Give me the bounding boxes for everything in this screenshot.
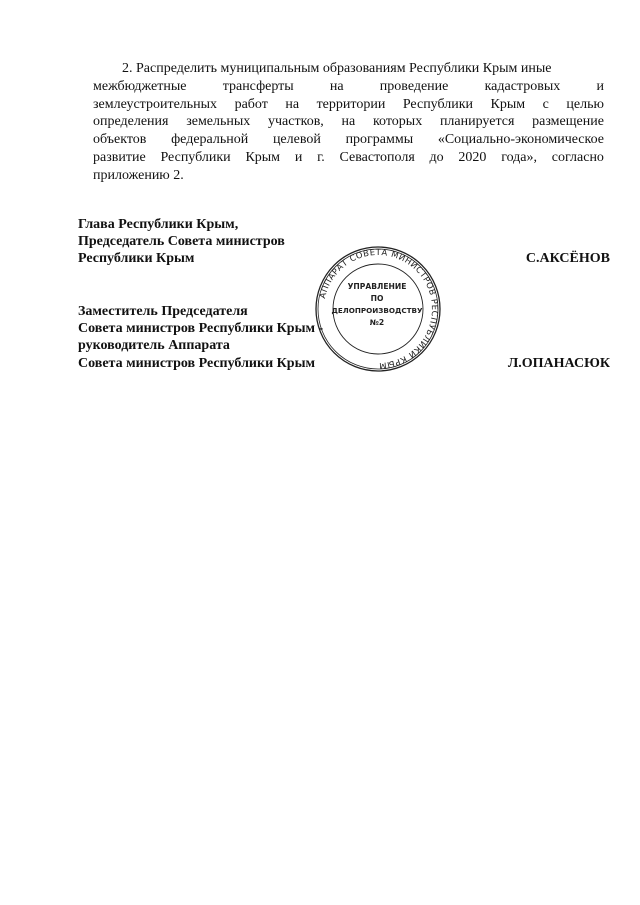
word: целью: [566, 96, 604, 112]
word: Республики: [402, 96, 474, 112]
word: до: [429, 149, 444, 165]
word: участков,: [268, 114, 324, 130]
paragraph-line: [93, 131, 604, 149]
word: Республики: [160, 149, 231, 165]
paragraph-line: 2. Распределить муниципальным образованиям Республики Крым иные: [122, 61, 552, 76]
paragraph-line: приложению 2.: [93, 167, 184, 183]
word: развитие: [93, 149, 146, 165]
word: и: [596, 78, 604, 94]
paragraph-line: [93, 113, 604, 131]
word: программы: [345, 132, 414, 148]
word: целевой: [272, 132, 321, 148]
word: Севастополя: [339, 149, 415, 165]
signature1-position-line: Председатель Совета министров: [78, 234, 285, 250]
word: землеустроительных: [93, 96, 218, 112]
paragraph-line: [93, 78, 604, 96]
word: г.: [317, 149, 325, 165]
word: проведение: [379, 78, 449, 94]
word: на: [341, 114, 356, 130]
word: трансферты: [222, 78, 294, 94]
word: согласно: [551, 149, 604, 165]
signature1-position-line: Глава Республики Крым,: [78, 217, 239, 232]
word: Крым: [490, 96, 526, 112]
seal-graphic: [314, 245, 442, 373]
signature2-position: [78, 303, 323, 372]
signature1-name: С.АКСЁНОВ: [525, 251, 610, 266]
word: и: [294, 149, 303, 165]
word: работ: [234, 96, 268, 112]
paragraph-line: [93, 96, 604, 114]
body-paragraph: [93, 60, 604, 185]
seal-center-line: ПО: [370, 294, 384, 303]
word: территории: [316, 96, 386, 112]
seal-center-line: №2: [369, 318, 385, 327]
seal-center-line: ДЕЛОПРОИЗВОДСТВУ: [331, 306, 423, 315]
signature1-position-line: Республики Крым: [78, 251, 195, 267]
word: на: [329, 78, 344, 94]
seal-center-line: УПРАВЛЕНИЕ: [347, 282, 407, 291]
word: кадастровых: [484, 78, 561, 94]
word: на: [285, 96, 300, 112]
official-seal: [314, 245, 442, 373]
word: планируется: [439, 114, 515, 130]
word: с: [542, 96, 549, 112]
word: «Социально-экономическое: [437, 132, 604, 148]
word: 2020: [458, 149, 487, 165]
word: объектов: [93, 132, 147, 148]
word: Крым: [245, 149, 281, 165]
word: которых: [372, 114, 423, 130]
word: размещение: [532, 114, 604, 130]
signature2-position-line: руководитель Аппарата: [78, 338, 230, 354]
signature2-position-line: Совета министров Республики Крым -: [78, 321, 324, 337]
word: года»,: [501, 149, 538, 165]
word: федеральной: [171, 132, 249, 148]
signature2-position-line: Совета министров Республики Крым: [78, 355, 316, 371]
signature1-position: [78, 216, 285, 268]
word: межбюджетные: [93, 78, 187, 94]
paragraph-line: [93, 149, 604, 167]
seal-outer-text: АППАРАТ СОВЕТА МИНИСТРОВ РЕСПУБЛИКИ КРЫМ: [317, 246, 441, 372]
signature2-position-line: Заместитель Председателя: [78, 304, 248, 319]
word: определения: [93, 114, 169, 130]
signature2-name: Л.ОПАНАСЮК: [507, 356, 610, 371]
word: земельных: [186, 114, 251, 130]
